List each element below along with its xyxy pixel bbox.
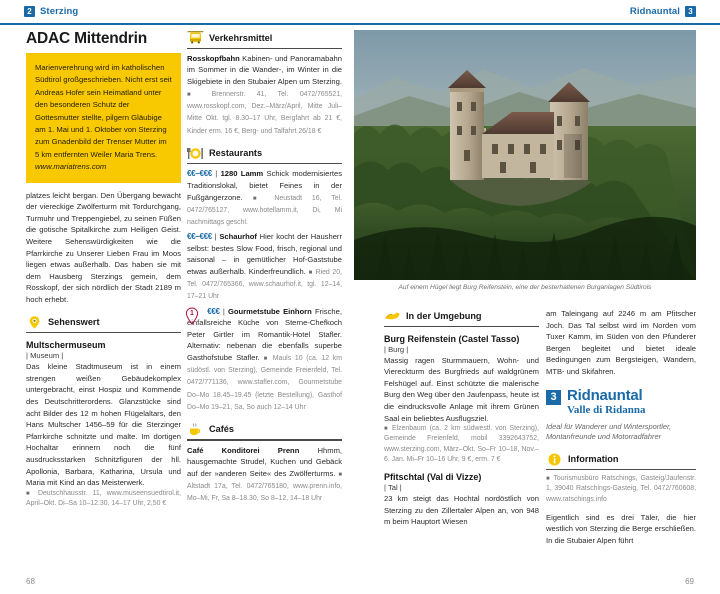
poi-title-burg-reifenstein: Burg Reifenstein (Castel Tasso) — [384, 333, 520, 344]
cable-car-icon — [187, 30, 204, 45]
mittendrin-text: Marienverehrung wird im katholischen Südtirol großgeschrieben. Nicht erst seit Andreas Hofer sein Heimatland unter den besonderen Schutz der Gottesmutter stellte, pilgern Gläubige am 1. Mai und 1. Oktober von Sterzing zum Gnadenbild der Trenser Mutter im 5 km entfernten Weiler Maria Trens. — [35, 63, 172, 159]
running-head-left — [24, 6, 78, 17]
poi-text-pfitschtal: 23 km steigt das Hochtal nordöstlich von Sterzing zu den Zillertaler Alpen an, von 948 m beim Hauptort Wiesen — [384, 493, 539, 527]
page-number-left: 68 — [26, 577, 35, 586]
restaurant-meta — [187, 355, 342, 411]
address-square-icon: ■ — [546, 476, 551, 483]
rubric-underline — [187, 163, 342, 164]
rubric-information — [546, 452, 696, 471]
poi-meta-burg-reifenstein — [384, 424, 539, 465]
rubric-cafes — [187, 422, 342, 441]
column-2 — [187, 30, 342, 504]
rubric-in-der-umgebung — [384, 308, 539, 327]
transport-meta — [187, 91, 342, 135]
restaurant-price: €€–€€€ — [187, 232, 212, 242]
running-head — [0, 0, 720, 22]
page-columns — [0, 30, 720, 570]
section-title-german: Ridnauntal — [567, 386, 643, 404]
address-square-icon: ■ — [26, 490, 33, 497]
restaurant-price: €€–€€€ — [187, 169, 212, 179]
ridnauntal-intro-text: Eigentlich sind es drei Täler, die hier westlich von Sterzing die Berge erschließen. In die Stubaier Alpen führt — [546, 512, 696, 545]
chapter-number-badge-left: 2 — [24, 6, 35, 17]
rubric-verkehrsmittel — [187, 30, 342, 49]
restaurant-meta-text: Mauls 10 (ca. 12 km südöstl. von Sterzing), Gemeinde Freienfeld, Tel. 0472/771136, www.stafler.com, Gourmetstube Do–Mo 18.45–19.45 (letzte Bestellung), Gasthof Do–Mo 19–21, Sa, So auch 12–14 Uhr — [187, 354, 342, 411]
section-number-badge: 3 — [546, 390, 561, 405]
poi-meta-text: Elzenbaum (ca. 2 km südwestl. von Sterzing), Gemeinde Freienfeld, mobil 3392643752, www.sterzing.com, März–Okt. So–Fr 10–18, Nov.–6. Jan. Mi–Fr 10–16 Uhr, 9 €, erm. 7 € — [384, 425, 539, 463]
restaurant-name: 1280 Lamm — [220, 169, 264, 179]
section-title-italian: Valle di Ridanna — [567, 403, 646, 416]
coffee-cup-icon — [187, 422, 204, 437]
rubric-label-restaurants: Restaurants — [209, 148, 263, 159]
transport-name: Rosskopfbahn — [187, 53, 240, 63]
transport-meta-text: Brennerstr. 41, Tel. 0472/765521, www.rosskopf.com, Dez.–März/April, Mitte Juli–Mitte Okt. tgl. 8.30–17 Uhr, Bergfahrt ab 21 €, Kinder erm. 16 €, Berg- und Talfahrt 26/18 € — [187, 90, 343, 135]
restaurant-meta-text: Neustadt 16, Tel. 0472/765127, www.hotellamm.it, Di, Mi nachmittags geschl. — [187, 194, 342, 226]
column-3 — [384, 308, 539, 528]
rubric-underline — [384, 326, 539, 327]
address-square-icon: ■ — [187, 91, 201, 98]
poi-title-pfitschtal: Pfitschtal (Val di Vizze) — [384, 471, 482, 482]
cafe-name: Café Konditorei Prenn — [187, 445, 300, 455]
photo-caption: Auf einem Hügel liegt Burg Reifenstein, eine der besterhaltenen Burganlagen Südtirols — [398, 284, 652, 291]
restaurant-meta-text: Ried 20, Tel. 0472/765366, www.schaurhof.it, tgl. 12–14, 17–21 Uhr — [187, 268, 342, 301]
info-circle-icon — [546, 452, 563, 467]
address-square-icon: ■ — [384, 426, 389, 433]
rubric-label-in-der-umgebung: In der Umgebung — [406, 310, 482, 321]
information-meta — [546, 474, 696, 505]
sterzing-continued-text: platzes leicht bergan. Den Übergang bewacht der viereckige Zwölferturm mit Tordurchgang, Turmuhr und Treppengiebel, zu seinen Füßen die gotische Spitalkirche zum Heiligen Geist. Weitere Sehenswürdigkeiten wie die Pfarrkirche zu Unserer Lieben Frau im Moos liegen etwas außerhalb. Das haben sie mit dem Hausberg Sterzings gemein, dem Rosskopf, der sich nördlich der Stadt 2189 m hoch erhebt. — [26, 190, 181, 304]
rubric-underline — [187, 439, 342, 440]
header-rule — [0, 23, 720, 25]
section-heading-ridnauntal — [546, 388, 696, 417]
cafe-text: Hhmm, hausgemachte Strudel, Kuchen und Gebäck auf der »anderen Seite« des Zwölferturms. — [187, 445, 343, 478]
poi-category-multschermuseum: | Museum | — [26, 351, 64, 361]
poi-meta-multschermuseum — [26, 489, 181, 509]
cafe-meta-text: Altstadt 17a, Tel. 0472/765180, www.prenn.info, Mo–Mi, Fr, Sa 8–18.30, So 8–12, 14–18 Uhr — [187, 482, 342, 503]
address-square-icon: ■ — [263, 355, 270, 362]
column-4 — [546, 308, 696, 547]
restaurant-text: Schick modernisiertes Traditionslokal, bietet Feines in der Fußgängerzone. — [187, 169, 342, 202]
restaurant-name: Schaurhof — [219, 232, 257, 242]
address-square-icon: ■ — [338, 471, 342, 478]
transport-text: Kabinen- und Panoramabahn im Sommer in die Wander-, im Winter in die Skigebiete in den Stubaier Alpen um Sterzing. — [187, 53, 342, 86]
map-pin-icon — [26, 315, 43, 330]
restaurant-name: Gourmetstube Einhorn — [228, 306, 312, 316]
restaurant-text: Frische, einfallsreiche Küche von Sterne-Chefkoch Peter Girtler im Romantik-Hotel Stafler. Alternativ: nebenan die ebenfalls superbe Gasthofstube Stafler. — [187, 306, 342, 362]
restaurant-entry: 1 €€€ | Gourmetstube Einhorn Frische, einfallsreiche Küche von Sterne-Chefkoch Peter Girtler im Romantik-Hotel Stafler. Alternativ: nebenan die ebenfalls superbe Gasthofstube Stafler. ■ Mauls 10 (ca. 12 km südöstl. von Sterzing), Gemeinde Freienfeld, Tel. 0472/771136, www.stafler.com, Gourmetstube Do–Mo 18.45–19.45 (letzte Bestellung), Gasthof Do–Mo 19–21, Sa, So auch 12–14 Uhr — [187, 306, 342, 411]
rubric-restaurants — [187, 146, 342, 165]
map-marker-number-icon — [185, 307, 199, 325]
rubric-label-cafes: Cafés — [209, 424, 235, 435]
pfitschtal-continued-text: am Taleingang auf 2246 m am Pfitscher Joch. Das Tal selbst wird im Norden vom Tuxer Kamm, im Süden von den Pfunderer Bergen begleitet und bietet ideale Bedingungen zum Bergsteigen, Wandern, MTB- und Skifahren. — [546, 309, 696, 376]
poi-title-multschermuseum: Multschermuseum — [26, 340, 106, 351]
poi-text-burg-reifenstein: Massig ragen Sturmmauern, Wohn- und Viereckturm des Burgfrieds auf waldgrünem Felshügel auf. Einst schützte die malerische Burg den Weg über den Jaufenpass, heute ist die eindrucksvolle Anlage mit ihrem Grünen Saal ein beliebtes Ausflugsziel. — [384, 355, 539, 423]
running-head-right-title: Ridnauntal — [629, 5, 680, 17]
rubric-sehenswert — [26, 315, 181, 334]
poi-category-burg-reifenstein: | Burg | — [384, 344, 409, 354]
restaurant-entry: €€–€€€ | Schaurhof Hier kocht der Hausherr selbst: bestes Slow Food, frisch, regional und saisonal – in gemütlicher Hof-Gaststube etwas außerhalb. Kinderfreundlich. ■ Ried 20, Tel. 0472/765366, www.schaurhof.it, tgl. 12–14, 17–21 Uhr — [187, 232, 342, 301]
restaurant-text: Hier kocht der Hausherr selbst: bestes Slow Food, frisch, regional und saisonal – in gemütlicher Hof-Gaststube etwas außerhalb. Kinderfreundlich. — [187, 232, 342, 276]
hill-landscape-icon — [384, 308, 401, 323]
poi-category-pfitschtal: | Tal | — [384, 482, 402, 492]
rubric-underline — [546, 469, 696, 470]
restaurant-entry: €€–€€€ | 1280 Lamm Schick modernisiertes Traditionslokal, bietet Feines in der Fußgängerzone. ■ Neustadt 16, Tel. 0472/765127, www.hotellamm.it, Di, Mi nachmittags geschl. — [187, 169, 342, 226]
rubric-underline — [187, 48, 342, 49]
page-number-right: 69 — [685, 577, 694, 586]
rubric-label-verkehrsmittel: Verkehrsmittel — [209, 32, 273, 43]
poi-text-multschermuseum: Das kleine Stadtmuseum ist in einem strengen weißen Gebäudekomplex untergebracht, einst Hospiz und Kommende des Deutschritterordens. Glanzstücke sind acht Bilder des 12 m hohen Flügelaltars, den Hans Multscher 1456–59 für die Sterzinger Pfarrkirche schnitzte und malte. Im dortigen Hochaltar erinnern noch die fünf ausdrucksstarken Schnitzfiguren der hll. Apollonia, Barbara, Katharina, Ursula und Maria mit Kind an das Meisterwerk. — [26, 362, 181, 488]
rubric-underline — [26, 332, 181, 333]
chapter-number-badge-right: 3 — [685, 6, 696, 17]
restaurant-price: €€€ — [207, 306, 220, 316]
adac-mittendrin-box — [26, 55, 181, 183]
rubric-label-sehenswert: Sehenswert — [48, 317, 100, 328]
rubric-label-information: Information — [568, 454, 619, 465]
poi-meta-text: Deutschhausstr. 11, www.museensuedtirol.it, April–Okt. Di–Sa 10–12.30, 14–17 Uhr, 2,50 € — [26, 489, 182, 507]
running-head-left-title: Sterzing — [40, 5, 79, 17]
mittendrin-url: www.mariatrens.com — [35, 162, 107, 172]
adac-mittendrin-title: ADAC Mittendrin — [26, 30, 147, 47]
address-square-icon: ■ — [252, 195, 265, 202]
running-head-right — [630, 6, 696, 17]
column-1 — [26, 30, 181, 509]
map-marker-number: 1 — [190, 310, 194, 318]
address-square-icon: ■ — [308, 269, 313, 276]
section-subtitle: Ideal für Wanderer und Wintersportler, Montanfreunde und Motorradfahrer — [546, 421, 672, 442]
cutlery-plate-icon — [187, 146, 204, 161]
transport-entry-rosskopfbahn — [187, 53, 342, 137]
information-meta-text: Tourismusbüro Ratschings, Gasteig/Jaufenstr. 1, 39040 Ratschings-Gasteig, Tel. 0472/760608, www.ratschings.info — [546, 475, 697, 503]
cafe-entry — [187, 445, 342, 505]
